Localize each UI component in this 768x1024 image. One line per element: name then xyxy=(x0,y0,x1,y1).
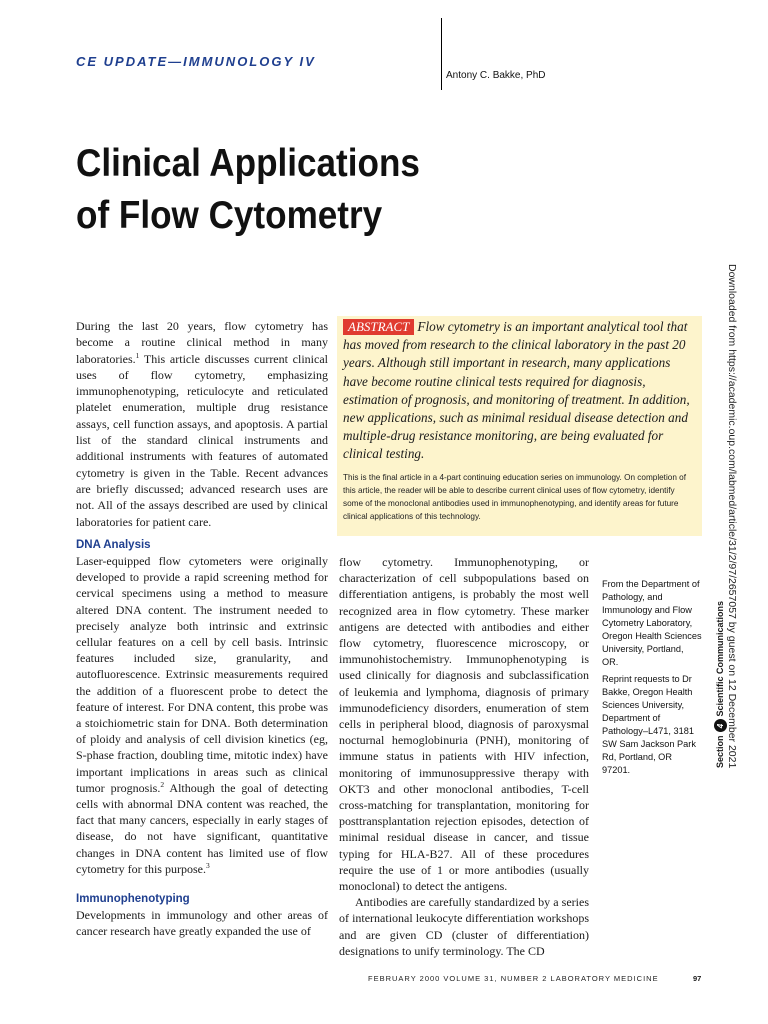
middle-paragraph-1: flow cytometry. Immunophenotyping, or characterization of cell subpopulations based on differentiation antigens, is probably the most well recognized area in flow cytometry. These marker antigens are detected with antibodies and either flow cytometry, fluorescence microscopy, or immunohistochemistry. Immunophenotyping is used clinically for diagnosis and subclassification of leukemia and lymphoma, diagnosis of primary immunodeficiency disorders, enumeration of stem cells in peripheral blood, diagnosis of paroxysmal nocturnal hemoglobinuria (PNH), monitoring of immune status in patients with HIV infection, monitoring of immunosuppressive therapy with OKT3 and other monoclonal antibodies, T-cell cross-matching for transplantation, monitoring for posttransplantation rejection episodes, detection of minimal residual disease in cancer, and tissue typing for HLA-B27. All of these procedures require the use of 1 or more antibodies (usually monoclonal) to detect the antigens. xyxy=(339,555,589,894)
title-line-1: Clinical Applications xyxy=(76,142,420,185)
intro-text-start: During the last 20 years, flow cytometry has become a routine clinical method in many laboratories. xyxy=(76,319,328,366)
section-label: Section xyxy=(715,735,725,768)
author-name: Antony C. Bakke, PhD xyxy=(446,70,546,81)
title-line-2: of Flow Cytometry xyxy=(76,194,383,237)
immuno-paragraph: Developments in immunology and other areas of cancer research have greatly expanded the use of xyxy=(76,908,328,939)
abstract-text: Flow cytometry is an important analytical tool that has moved from research to the clinical laboratory in the past 20 years. Although still important in research, many applications have become routine clinical tests required for diagnosis, estimation of prognosis, and monitoring of treatment. In addition, new applications, such as minimal residual disease detection and multiple-drug resistance monitoring, are being evaluated for clinical testing. xyxy=(343,319,690,462)
download-notice: Downloaded from https://academic.oup.com/labmed/article/31/2/97/2657057 by guest on 12 December 2021 xyxy=(726,264,738,769)
dna-ref-1: 2 xyxy=(160,779,165,789)
reprint-requests: Reprint requests to Dr Bakke, Oregon Health Sciences University, Department of Pathology–L471, 3181 SW Sam Jackson Park Rd, Portland, OR 97201. xyxy=(602,674,696,775)
article-title xyxy=(76,138,580,242)
immuno-heading: Immunophenotyping xyxy=(76,893,190,906)
section-title: Scientific Communications xyxy=(715,600,725,717)
abstract-note: This is the final article in a 4-part continuing education series on immunology. On completion of this article, the reader will be able to describe current clinical uses of flow cytometry, identify some of the monoclonal antibodies used in immunophenotyping, and identify areas for future clinical applications of this technology. xyxy=(343,472,686,522)
intro-paragraph xyxy=(76,318,328,530)
abstract-box xyxy=(337,316,702,536)
section-header: CE UPDATE—IMMUNOLOGY IV xyxy=(76,54,316,69)
middle-column xyxy=(339,554,589,959)
middle-paragraph-2: Antibodies are carefully standardized by a series of international leukocyte differentiation workshops and are given CD (cluster of differentiation) designations to unify terminology. The CD xyxy=(339,895,589,958)
header-divider xyxy=(441,18,442,90)
dna-heading: DNA Analysis xyxy=(76,539,151,551)
abstract-text-block xyxy=(343,318,696,464)
footer-citation: FEBRUARY 2000 VOLUME 31, NUMBER 2 LABORATORY MEDICINE xyxy=(368,974,659,983)
abstract-label: ABSTRACT xyxy=(343,319,414,335)
dna-paragraph xyxy=(76,553,328,877)
dna-text-2: Although the goal of detecting cells with abnormal DNA content was reached, the fact that many cancers, especially in early stages of disease, do not have significant, quantitative changes in DNA content has limited use of flow cytometry for this purpose. xyxy=(76,780,328,876)
page-number: 97 xyxy=(693,974,702,983)
dna-text-1: Laser-equipped flow cytometers were originally developed to provide a rapid screening method for cervical specimens using a method to measure altered DNA content. The instrument needed to precisely analyze both intrinsic and extrinsic cellular features on a cell by cell basis. Intrinsic features included size, granularity, and autofluorescence. Extrinsic measurements required the addition of a fluorescent probe to detect the feature of interest. For DNA content, this probe was a stoichiometric stain for DNA. Both determination of ploidy and analysis of cell division kinetics (eg, S-phase fraction, doubling time, mitotic index) have important implications in areas such as clinical tumor prognosis. xyxy=(76,554,328,795)
dna-ref-2: 3 xyxy=(205,860,210,870)
section-number-badge: 4 xyxy=(714,719,727,732)
intro-ref: 1 xyxy=(135,350,140,360)
affiliation-department: From the Department of Pathology, and Immunology and Flow Cytometry Laboratory, Oregon Health Sciences University, Portland, OR. xyxy=(602,579,702,667)
intro-text-end: This article discusses current clinical uses of flow cytometry, emphasizing immunophenotyping, reticulocyte and reticulated platelet enumeration, multiple drug resistance assays, cell function assays, and apoptosis. A partial list of the standard clinical instruments and additional instruments with features of automated cytometry is given in the Table. Recent advances are briefly discussed; advanced research uses are not. All of the assays described are used by clinical laboratories for patient care. xyxy=(76,351,328,529)
affiliation-block xyxy=(602,578,702,777)
left-column xyxy=(76,538,328,939)
